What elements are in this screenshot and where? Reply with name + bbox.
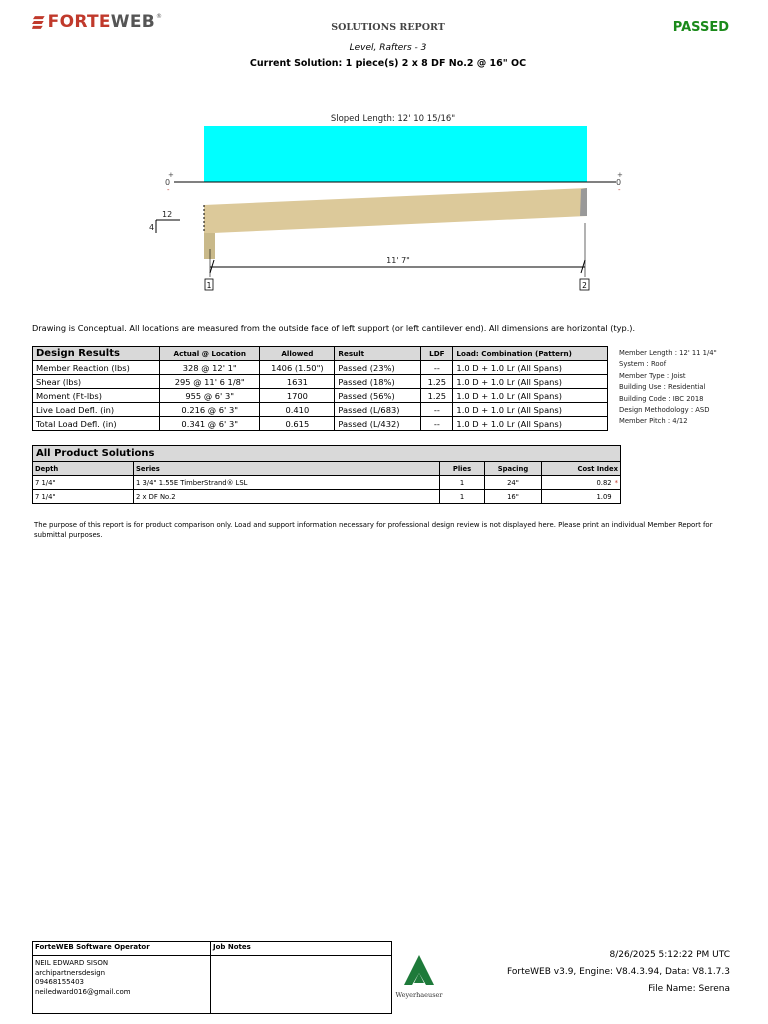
rafter-member bbox=[204, 188, 587, 233]
table-cell: 1.0 D + 1.0 Lr (All Spans) bbox=[453, 389, 608, 403]
span-label: 11' 7" bbox=[386, 256, 410, 265]
table-cell: 1700 bbox=[260, 389, 335, 403]
operator-line: neiledward016@gmail.com bbox=[35, 987, 131, 996]
current-solution: Current Solution: 1 piece(s) 2 x 8 DF No.2 @ 16" OC bbox=[249, 58, 527, 69]
table-cell: 7 1/4" bbox=[33, 490, 134, 504]
member-property: Building Use : Residential bbox=[619, 383, 706, 392]
table-cell: 1.0 D + 1.0 Lr (All Spans) bbox=[453, 361, 608, 375]
operator-column bbox=[33, 942, 211, 1013]
left-plus-sign: + bbox=[168, 171, 174, 179]
table-row bbox=[33, 403, 608, 417]
table-cell: Passed (56%) bbox=[335, 389, 421, 403]
table-cell: 16" bbox=[485, 490, 542, 504]
table-cell: 1406 (1.50") bbox=[260, 361, 335, 375]
weyerhaeuser-label: Weyerhaeuser bbox=[395, 991, 443, 999]
report-datetime: 8/26/2025 5:12:22 PM UTC bbox=[609, 950, 730, 960]
column-header: Plies bbox=[440, 462, 485, 476]
table-cell: 0.341 @ 6' 3" bbox=[160, 417, 260, 431]
operator-details bbox=[33, 956, 210, 1000]
member-property: Member Pitch : 4/12 bbox=[619, 417, 688, 426]
table-row bbox=[33, 389, 608, 403]
load-area bbox=[204, 126, 587, 182]
member-properties bbox=[619, 348, 717, 428]
table-cell: Passed (23%) bbox=[335, 361, 421, 375]
pitch-rise-label: 4 bbox=[149, 223, 155, 232]
table-title: All Product Solutions bbox=[33, 446, 621, 462]
table-header-row bbox=[33, 347, 608, 361]
software-version: ForteWEB v3.9, Engine: V8.4.3.94, Data: V8.1.7.3 bbox=[507, 967, 730, 977]
column-header: LDF bbox=[421, 347, 453, 361]
table-cell: -- bbox=[421, 417, 453, 431]
table-cell: 1.25 bbox=[421, 389, 453, 403]
table-cell: 1.0 D + 1.0 Lr (All Spans) bbox=[453, 417, 608, 431]
table-cell: 295 @ 11' 6 1/8" bbox=[160, 375, 260, 389]
right-bearing bbox=[580, 188, 587, 216]
support-2-label: 2 bbox=[582, 281, 587, 290]
member-property: Member Length : 12' 11 1/4" bbox=[619, 349, 717, 357]
table-cell: Live Load Defl. (in) bbox=[33, 403, 160, 417]
table-cell: 1 bbox=[440, 490, 485, 504]
support-1-label: 1 bbox=[206, 281, 212, 290]
job-notes-title: Job Notes bbox=[211, 942, 391, 956]
logo-forte-text: FORTE bbox=[47, 12, 111, 32]
member-property: System : Roof bbox=[619, 360, 667, 369]
footer-info bbox=[507, 947, 730, 998]
table-cell: 1.0 D + 1.0 Lr (All Spans) bbox=[453, 375, 608, 389]
column-header: Spacing bbox=[485, 462, 542, 476]
disclaimer-text: The purpose of this report is for product comparison only. Load and support information necessary for professional design review is not displayed here. Please print an individual Member Report for submittal purposes. bbox=[34, 521, 713, 539]
design-results-table bbox=[32, 346, 608, 431]
tree-icon bbox=[404, 955, 434, 987]
table-cell: Moment (Ft-lbs) bbox=[33, 389, 160, 403]
column-header: Cost Index bbox=[542, 462, 621, 476]
pitch-run-label: 12 bbox=[162, 210, 173, 219]
left-support bbox=[204, 233, 215, 259]
table-cell: 1631 bbox=[260, 375, 335, 389]
operator-line: NEIL EDWARD SISON bbox=[35, 959, 109, 967]
member-property: Member Type : Joist bbox=[619, 371, 686, 380]
file-name: File Name: Serena bbox=[648, 984, 730, 994]
weyerhaeuser-logo bbox=[394, 955, 444, 999]
table-cell: Total Load Defl. (in) bbox=[33, 417, 160, 431]
table-cell: 328 @ 12' 1" bbox=[160, 361, 260, 375]
table-row bbox=[33, 375, 608, 389]
table-cell bbox=[542, 476, 621, 490]
cost-index-value: 0.82 bbox=[596, 478, 612, 487]
report-title: SOLUTIONS REPORT bbox=[331, 22, 445, 33]
table-cell: Passed (18%) bbox=[335, 375, 421, 389]
left-minus-sign: - bbox=[167, 186, 170, 194]
table-cell: 24" bbox=[485, 476, 542, 490]
column-header: Design Results bbox=[33, 347, 160, 361]
logo-web-text: WEB bbox=[110, 12, 155, 32]
member-property: Building Code : IBC 2018 bbox=[619, 394, 704, 403]
right-plus-sign: + bbox=[617, 171, 623, 179]
table-cell: 955 @ 6' 3" bbox=[160, 389, 260, 403]
table-cell: Passed (L/432) bbox=[335, 417, 421, 431]
table-cell: -- bbox=[421, 361, 453, 375]
right-minus-sign: - bbox=[618, 186, 621, 194]
left-zero-label: 0 bbox=[165, 178, 171, 187]
product-solutions-table bbox=[32, 445, 621, 504]
table-row bbox=[33, 361, 608, 375]
table-cell bbox=[542, 490, 621, 504]
column-header: Result bbox=[335, 347, 421, 361]
member-drawing bbox=[140, 105, 640, 300]
table-cell: 1 bbox=[440, 476, 485, 490]
table-cell: 1.25 bbox=[421, 375, 453, 389]
trademark-symbol: ® bbox=[156, 13, 162, 20]
member-property: Design Methodology : ASD bbox=[619, 406, 710, 415]
table-cell: 1 3/4" 1.55E TimberStrand® LSL bbox=[134, 476, 440, 490]
column-header: Actual @ Location bbox=[160, 347, 260, 361]
operator-title: ForteWEB Software Operator bbox=[33, 942, 210, 956]
cost-index-value: 1.09 bbox=[596, 492, 612, 501]
table-cell: Passed (L/683) bbox=[335, 403, 421, 417]
drawing-note: Drawing is Conceptual. All locations are measured from the outside face of left support (or left cantilever end). All dimensions are horizontal (typ.). bbox=[32, 323, 636, 333]
table-cell: -- bbox=[421, 403, 453, 417]
right-zero-label: 0 bbox=[616, 178, 622, 187]
table-cell: 2 x DF No.2 bbox=[134, 490, 440, 504]
table-cell: Shear (lbs) bbox=[33, 375, 160, 389]
member-name: Level, Rafters - 3 bbox=[349, 43, 427, 53]
table-cell: 0.410 bbox=[260, 403, 335, 417]
table-row bbox=[33, 417, 608, 431]
table-cell: 7 1/4" bbox=[33, 476, 134, 490]
table-row bbox=[33, 476, 621, 490]
table-title-row bbox=[33, 446, 621, 462]
table-cell: 0.216 @ 6' 3" bbox=[160, 403, 260, 417]
operator-line: 09468155403 bbox=[35, 978, 84, 986]
status-badge: PASSED bbox=[672, 20, 729, 35]
star-marker: * bbox=[614, 478, 618, 487]
column-header: Depth bbox=[33, 462, 134, 476]
table-cell: 0.615 bbox=[260, 417, 335, 431]
table-row bbox=[33, 490, 621, 504]
job-notes-column bbox=[211, 942, 391, 1013]
column-header: Load: Combination (Pattern) bbox=[453, 347, 608, 361]
operator-box bbox=[32, 941, 392, 1014]
table-cell: Member Reaction (lbs) bbox=[33, 361, 160, 375]
table-header-row bbox=[33, 462, 621, 476]
operator-line: archipartnersdesign bbox=[35, 968, 106, 977]
sloped-length-label: Sloped Length: 12' 10 15/16" bbox=[330, 114, 456, 124]
column-header: Allowed bbox=[260, 347, 335, 361]
table-cell: 1.0 D + 1.0 Lr (All Spans) bbox=[453, 403, 608, 417]
column-header: Series bbox=[134, 462, 440, 476]
